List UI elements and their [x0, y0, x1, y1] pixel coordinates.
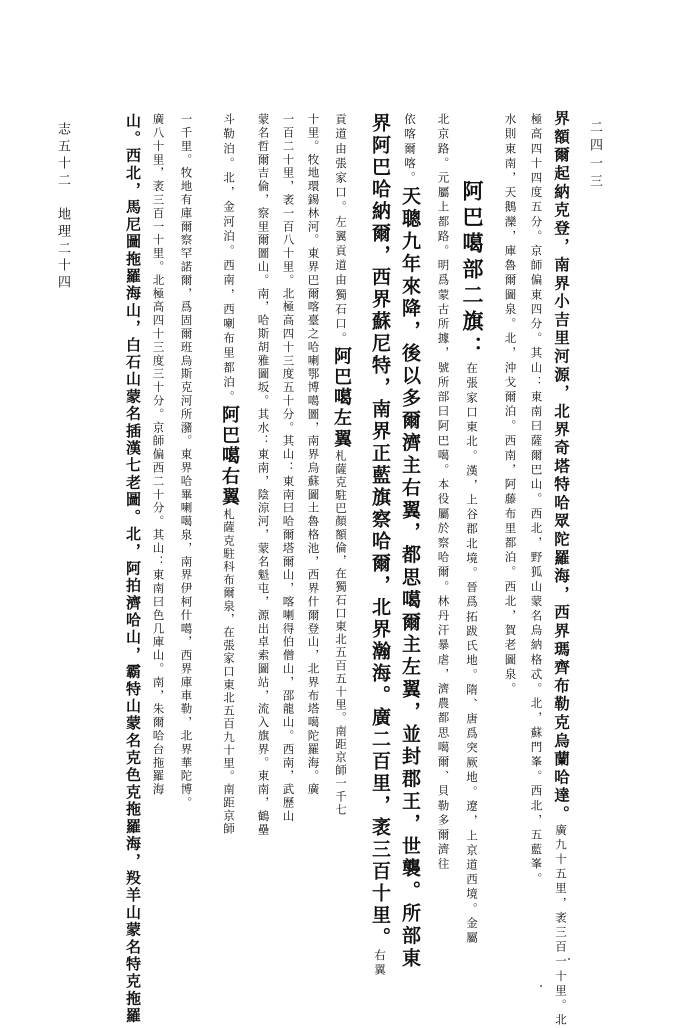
annotation-text: 右翼	[373, 949, 387, 979]
text-column	[400, 113, 419, 970]
text-column	[504, 113, 516, 697]
annotation-text: 貢道由張家口。左翼貢道由獨石口。	[334, 113, 348, 347]
annotation-text: 斗勒泊。北，金河泊。西南，西喇布里都泊。	[222, 113, 236, 405]
annotation-text: 在張家口東北。漢，上谷郡北境。晉爲拓跋氏地。隋、唐爲突厥地。遼，上京道西境。金屬	[465, 362, 479, 946]
annotation-text: 十里。牧地環錫林河。東界巴爾喀臺之哈喇鄂博噶圖，南界烏蘇圖土魯格池，西界什爾登山，北界布塔噶陀羅海。廣	[306, 113, 321, 797]
annotation-text: 依喀爾喀。	[403, 113, 417, 186]
text-column	[257, 113, 269, 837]
text-column	[125, 113, 140, 1025]
text-column	[553, 110, 569, 1028]
annotation-text: 札薩克駐科布爾泉，在張家口東北五百九十里。南距京師	[222, 508, 236, 836]
section-heading: 阿巴噶右翼	[219, 405, 240, 508]
text-column	[282, 113, 294, 823]
annotation-text: 廣九十五里，袤三百一十里。北	[554, 823, 568, 1028]
annotation-text: 極高四十四度五分。京師偏東四分。其山：東南曰薩爾巴山。西北，野狐山蒙名烏納格忒。北，蘇門峯。西北，五藍峯。	[529, 113, 544, 887]
annotation-text: 廣八十里，袤三百一十里。北極高四十三度三十分。京師偏西二十分。其山：東南曰色几庫山。南，朱爾哈台拖羅海	[151, 113, 166, 797]
annotation-text: 札薩克駐巴顏額倫，在獨石口東北五百五十里。南距京師一千七	[334, 449, 348, 817]
annotation-text: 水則東南，天鵝灤，庫魯爾圖泉。北，沖戈爾泊。西南，阿藤布里都泊。西北，賀老圖泉。	[503, 113, 518, 697]
annotation-text: 一千里。牧地有庫爾察罕諾爾，爲固爾班烏斯克河所瀦。東界哈畢喇噶泉，南界伊柯什噶，西界庫車勒，北界華陀博。	[179, 113, 194, 810]
text-column	[370, 113, 389, 978]
annotation-text: 蒙名哲爾吉倫，察里爾圖山。南，哈斯胡雅圖坂。其水：東南，陰涼河，蒙名魁屯，源出卓索圖站，流入旗界。東南，鶴壘	[256, 113, 271, 837]
text-column	[180, 113, 192, 810]
text-column	[152, 113, 164, 796]
scan-speck	[568, 958, 570, 960]
text-column	[307, 113, 319, 796]
text-column	[220, 113, 238, 836]
text-column	[437, 113, 449, 872]
running-head: 志五十二 地理二十四	[55, 122, 70, 292]
annotation-text: 北京路。元屬上都路。明爲蒙古所據，號所部曰阿巴噶。本役屬於察哈爾。林丹汗暴虐，濟農都思噶爾、貝勒多爾濟往	[436, 113, 451, 873]
text-column	[462, 180, 483, 946]
annotation-text: 一百二十里，袤一百八十里。北極高四十三度五十分。其山：東南曰哈爾塔爾山，喀喇得伯僧山，邵龍山。西南，武歷山	[281, 113, 296, 824]
page-number: 二四一三	[587, 120, 602, 192]
section-heading: 阿巴噶左翼	[331, 346, 352, 450]
main-text: 天聰九年來降，後以多爾濟主右翼，都思噶爾主左翼，並封郡王，世襲。所部東	[399, 186, 421, 970]
section-heading: 阿巴噶部二旗：	[460, 180, 485, 362]
text-column	[530, 113, 542, 887]
main-text: 界額爾起納克登，南界小吉里河源，北界奇塔特哈眾陀羅海，西界瑪齊布勒克烏蘭哈達。	[552, 110, 571, 824]
main-text: 界阿巴哈納爾，西界蘇尼特，南界正藍旗察哈爾，北界瀚海。廣二百里，袤三百十里。	[369, 113, 391, 949]
scan-speck	[540, 985, 542, 987]
text-column	[332, 113, 350, 816]
main-text: 山。西北，馬尼圖拖羅海山，白石山蒙名插漢七老圖。北，阿拍濟哈山，霸特山蒙名克色克拖羅海，羖羊山蒙名特克拖羅	[124, 113, 142, 1025]
